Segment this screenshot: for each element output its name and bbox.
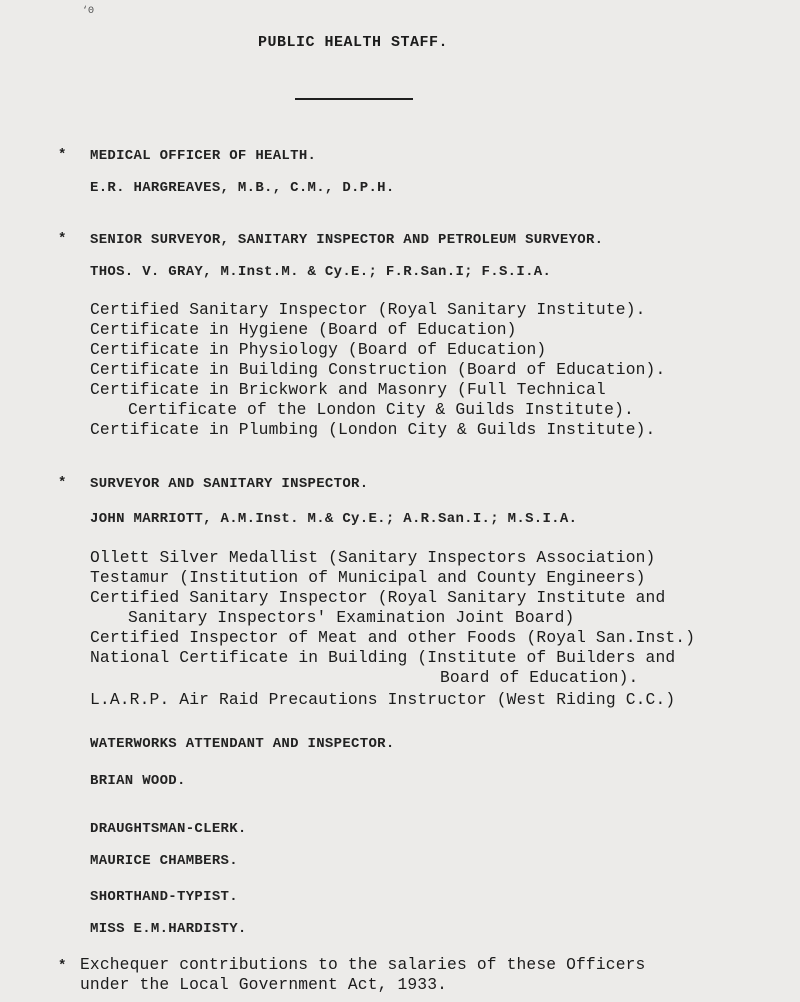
footnote-star-marker: * — [58, 475, 67, 491]
surveyor-qualification: Sanitary Inspectors' Examination Joint Board) — [128, 608, 575, 627]
title-underline — [295, 98, 413, 100]
page-title: PUBLIC HEALTH STAFF. — [258, 34, 449, 51]
senior-heading: SENIOR SURVEYOR, SANITARY INSPECTOR AND PETROLEUM SURVEYOR. — [90, 232, 604, 248]
surveyor-qualification: Board of Education). — [440, 668, 639, 687]
moh-heading: MEDICAL OFFICER OF HEALTH. — [90, 148, 317, 164]
typist-heading: SHORTHAND-TYPIST. — [90, 889, 238, 905]
senior-qualification: Certificate in Plumbing (London City & Guilds Institute). — [90, 420, 656, 439]
surveyor-qualification: National Certificate in Building (Institute of Builders and — [90, 648, 676, 667]
waterworks-name: BRIAN WOOD. — [90, 773, 186, 789]
surveyor-qualification: Testamur (Institution of Municipal and County Engineers) — [90, 568, 646, 587]
draughtsman-name: MAURICE CHAMBERS. — [90, 853, 238, 869]
footnote-star: * — [58, 958, 67, 974]
draughtsman-heading: DRAUGHTSMAN-CLERK. — [90, 821, 247, 837]
typist-name: MISS E.M.HARDISTY. — [90, 921, 247, 937]
footnote-line-2: under the Local Government Act, 1933. — [80, 975, 448, 994]
moh-name: E.R. HARGREAVES, M.B., C.M., D.P.H. — [90, 180, 395, 196]
surveyor-qualification: Certified Inspector of Meat and other Foods (Royal San.Inst.) — [90, 628, 696, 647]
surveyor-qualification: L.A.R.P. Air Raid Precautions Instructor (West Riding C.C.) — [90, 690, 676, 709]
corner-mark: ‘Θ — [82, 6, 95, 17]
footnote-star-marker: * — [58, 231, 67, 247]
footnote-star-marker: * — [58, 147, 67, 163]
surveyor-name: JOHN MARRIOTT, A.M.Inst. M.& Cy.E.; A.R.San.I.; M.S.I.A. — [90, 511, 578, 527]
senior-name: THOS. V. GRAY, M.Inst.M. & Cy.E.; F.R.San.I; F.S.I.A. — [90, 264, 552, 280]
surveyor-qualification: Certified Sanitary Inspector (Royal Sanitary Institute and — [90, 588, 666, 607]
senior-qualification: Certificate in Hygiene (Board of Education) — [90, 320, 517, 339]
senior-qualification: Certificate in Physiology (Board of Education) — [90, 340, 547, 359]
footnote-line-1: Exchequer contributions to the salaries of these Officers — [80, 955, 646, 974]
waterworks-heading: WATERWORKS ATTENDANT AND INSPECTOR. — [90, 736, 395, 752]
senior-qualification: Certificate of the London City & Guilds Institute). — [128, 400, 634, 419]
senior-qualification: Certified Sanitary Inspector (Royal Sanitary Institute). — [90, 300, 646, 319]
senior-qualification: Certificate in Brickwork and Masonry (Full Technical — [90, 380, 606, 399]
surveyor-heading: SURVEYOR AND SANITARY INSPECTOR. — [90, 476, 369, 492]
surveyor-qualification: Ollett Silver Medallist (Sanitary Inspectors Association) — [90, 548, 656, 567]
senior-qualification: Certificate in Building Construction (Board of Education). — [90, 360, 666, 379]
